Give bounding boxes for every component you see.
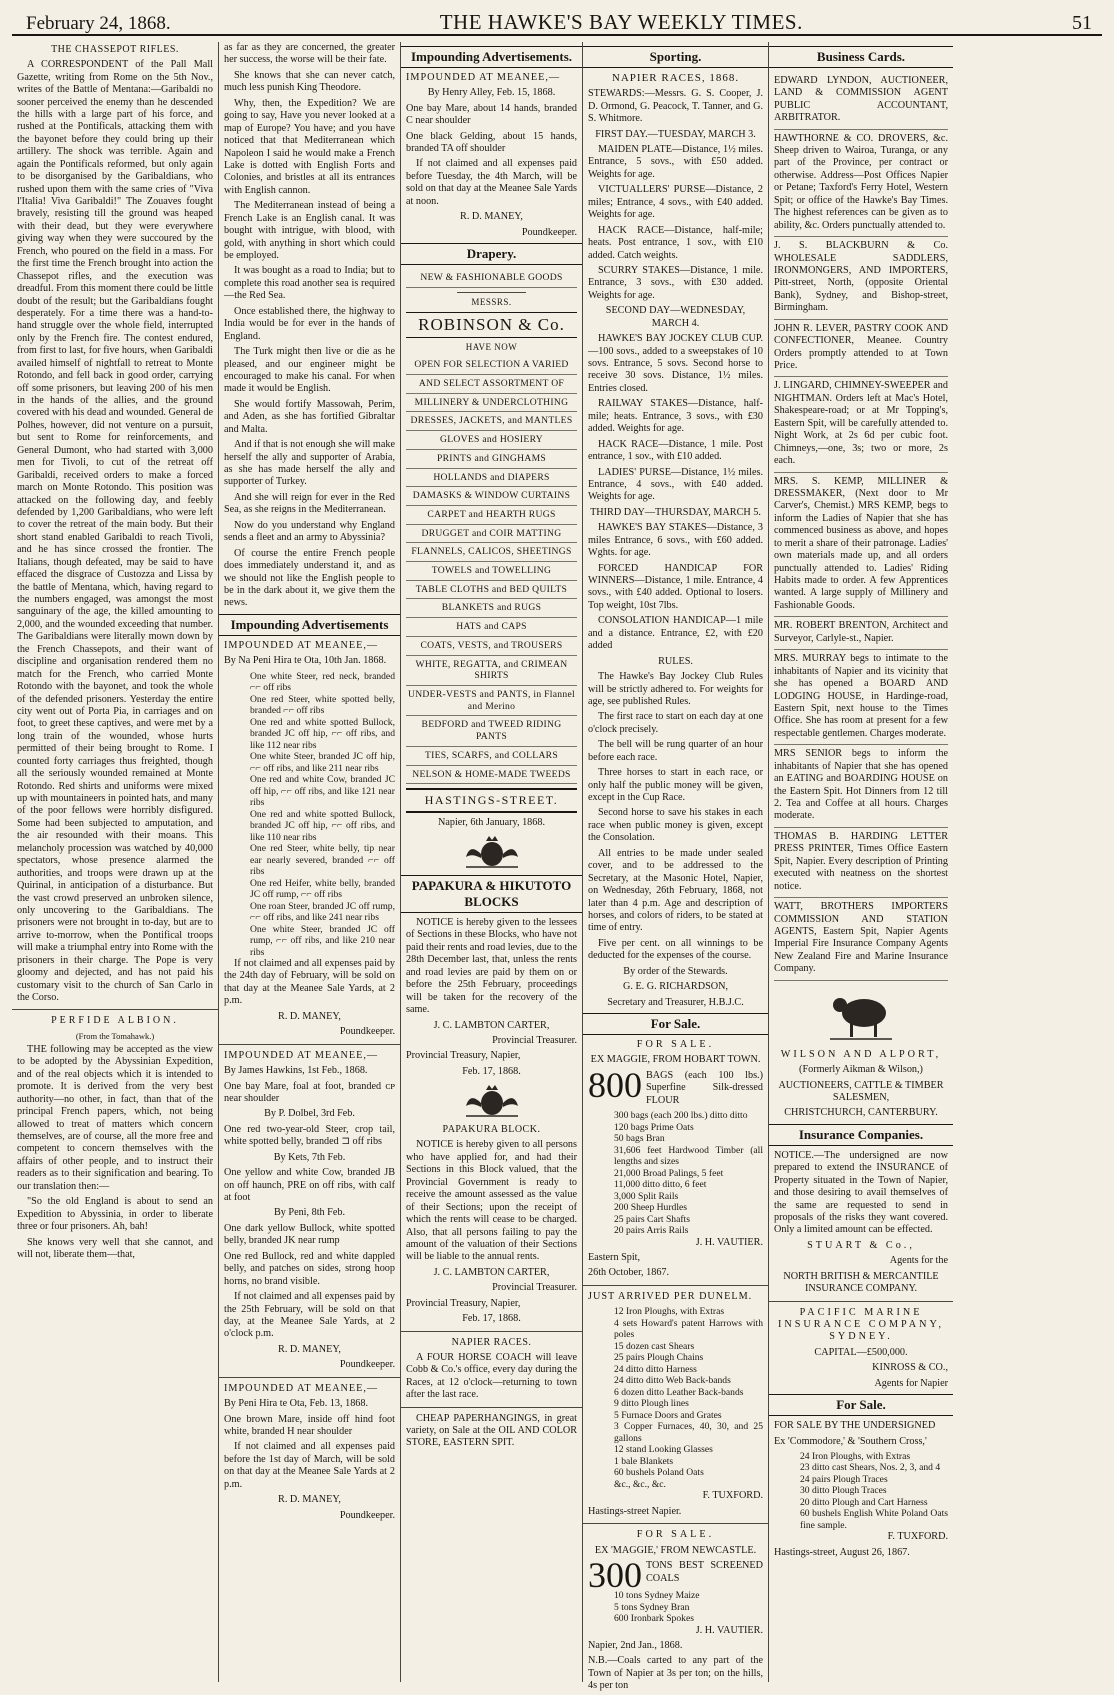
list-item: One white Steer, red neck, branded ⌐⌐ off ribs xyxy=(250,670,395,694)
list-item: 200 Sheep Hurdles xyxy=(614,1202,688,1214)
notice-item: One brown Mare, inside off hind foot white, branded H near shoulder xyxy=(224,1413,395,1438)
list-item: &c., &c., &c. xyxy=(614,1478,666,1490)
stock-list xyxy=(588,1590,763,1625)
notice-title: FOR SALE. xyxy=(636,1529,715,1541)
list-item: 31,606 feet Hardwood Timber (all lengths and sizes xyxy=(614,1144,763,1168)
notice-signature: F. TUXFORD. xyxy=(887,1531,948,1543)
notice-title: FOR SALE BY THE UNDERSIGNED xyxy=(774,1420,936,1432)
rule-item: The Hawke's Bay Jockey Club Rules will be strictly adhered to. For weights for age, see published Rules. xyxy=(588,671,763,707)
article-paragraph: It was bought as a road to India; but to complete this road another sea is required—the Red Sea. xyxy=(224,265,395,302)
goods-item: COATS, VESTS, and TROUSERS xyxy=(406,637,577,656)
notice-date: Hastings-street, August 26, 1867. xyxy=(774,1546,910,1558)
article-paragraph: Now do you understand why England sends a fleet and an army to Abyssinia? xyxy=(224,519,395,544)
notice-text: NOTICE.—The undersigned are now prepared to extend the INSURANCE of Property situated in the Town of Napier, and those desiring to avail themselves of the same are requested to send in proposals of the risks they want covered. Only a limited amount can be effected. xyxy=(774,1149,948,1236)
notice-heading: NAPIER RACES. xyxy=(451,1336,532,1348)
list-item: 5 tons Sydney Bran xyxy=(614,1601,690,1613)
goods-item: WHITE, REGATTA, and CRIMEAN SHIRTS xyxy=(406,656,577,686)
column-4 xyxy=(583,42,769,1692)
goods-item: DRUGGET and COIR MATTING xyxy=(406,525,577,544)
goods-item: TABLE CLOTHS and BED QUILTS xyxy=(406,581,577,600)
divider xyxy=(219,1044,400,1045)
notice-date: Feb. 17, 1868. xyxy=(462,1313,521,1325)
divider xyxy=(583,1285,768,1286)
advert-line: HAVE NOW xyxy=(465,342,518,353)
card-text: MR. ROBERT BRENTON, Architect and Surveyor, Carlyle-st., Napier. xyxy=(774,620,948,644)
goods-item: DRESSES, JACKETS, and MANTLES xyxy=(406,412,577,431)
section-heading: For Sale. xyxy=(583,1013,768,1035)
section-heading: Insurance Companies. xyxy=(769,1124,953,1146)
list-item: 5 Furnace Doors and Grates xyxy=(614,1409,722,1421)
list-item: 21,000 Broad Palings, 5 feet xyxy=(614,1167,724,1179)
list-item: 60 bushels Poland Oats xyxy=(614,1467,704,1479)
goods-item: HATS and CAPS xyxy=(406,618,577,637)
race-entry: RAILWAY STAKES—Distance, half-mile; heats. Entrance, 3 sovs., with £30 added. Weights for age. xyxy=(588,398,763,435)
notice-signature: R. D. MANEY, xyxy=(278,1010,341,1022)
notice-signature: STUART & Co., xyxy=(807,1239,915,1251)
business-card xyxy=(774,320,948,378)
newspaper-title: THE HAWKE'S BAY WEEKLY TIMES. xyxy=(439,10,803,34)
list-item: One white Steer, branded JC off hip, ⌐⌐ off ribs, and like 211 near ribs xyxy=(250,751,395,774)
notice-title: IMPOUNDED AT MEANEE,— xyxy=(224,1049,379,1061)
list-item: 30 ditto Plough Traces xyxy=(800,1485,887,1497)
list-item: One roan Steer, branded JC off rump, ⌐⌐ off ribs, and like 241 near ribs xyxy=(250,900,395,924)
notice-text: If not claimed and all expenses paid before Tuesday, the 4th March, will be sold on that day at the Meanee Sale Yards at noon. xyxy=(406,158,577,207)
divider xyxy=(401,1407,582,1408)
card-text: MRS SENIOR begs to inform the inhabitants of Napier that she has opened an EATING and BOARDING HOUSE on the Eastern Spit. Hot Dinners from 12 till 2. Tea and Coffee at all hours. Charges moderate. xyxy=(774,748,948,822)
card-text: WATT, BROTHERS IMPORTERS COMMISSION AND STATION AGENTS, Eastern Spit, Napier Agents Imperial Fire Insurance Company Agents New Zealand Fire and Marine Insurance Company. xyxy=(774,901,948,975)
list-item: 4 sets Howard's patent Harrows with poles xyxy=(614,1317,763,1341)
business-card xyxy=(774,237,948,320)
article-paragraph: THE following may be accepted as the view to be adopted by the Abyssinian Expedition, and of the real objects which it is intended to promote. It is derived from the very best authority—no other, in fact, than that of the principal French papers, which, not being allowed to treat of matters which concern themselves, are of course, all the more free and competent to concern themselves with the affairs of other people, and to instruct their readers as to their signification and bearing. To our translation then:— xyxy=(17,1043,213,1192)
business-card xyxy=(774,130,948,238)
race-entry: SCURRY STAKES—Distance, 1 mile. Entrance, 3 sovs., with £30 added. Weights for age. xyxy=(588,264,763,301)
business-card xyxy=(774,745,948,828)
goods-item: BEDFORD and TWEED RIDING PANTS xyxy=(406,716,577,746)
race-entry: LADIES' PURSE—Distance, 1½ miles. Entrance, 4 sovs., with £40 added. Weights for age. xyxy=(588,466,763,503)
rule-item: Three horses to start in each race, or only half the public money will be given, except in the Cup Race. xyxy=(588,767,763,804)
rules-heading: RULES. xyxy=(658,655,693,667)
notice-date: 26th October, 1867. xyxy=(588,1267,670,1279)
notice-signature: J. H. VAUTIER. xyxy=(695,1236,763,1248)
business-card xyxy=(774,828,948,898)
notice-role: Poundkeeper. xyxy=(339,1359,395,1371)
column-2 xyxy=(219,42,401,1682)
article-paragraph: The Turk might then live or die as he pleased, and our engineer might be encouraged to make his canal. For when made it would be English. xyxy=(224,346,395,395)
rule-item: The first race to start on each day at one o'clock precisely. xyxy=(588,711,763,735)
divider xyxy=(457,292,525,293)
column-3 xyxy=(401,42,583,1682)
rule-item: Five per cent. on all winnings to be deducted for the expenses of the course. xyxy=(588,937,763,962)
notice-item: One black Gelding, about 15 hands, branded TA off shoulder xyxy=(406,130,577,155)
goods-item: FLANNELS, CALICOS, SHEETINGS xyxy=(406,543,577,562)
business-card xyxy=(774,377,948,472)
issue-date: February 24, 1868. xyxy=(26,13,171,34)
notice-text: STEWARDS:—Messrs. G. S. Cooper, J. D. Ormond, G. Peacock, T. Tanner, and G. S. Whitmore. xyxy=(588,88,763,125)
notice-byline: By Na Peni Hira te Ota, 10th Jan. 1868. xyxy=(224,655,387,667)
goods-item: DAMASKS & WINDOW CURTAINS xyxy=(406,487,577,506)
notice-place: Eastern Spit, xyxy=(588,1252,641,1263)
goods-item: PRINTS and GINGHAMS xyxy=(406,450,577,469)
notice-title: IMPOUNDED AT MEANEE,— xyxy=(224,1382,379,1394)
notice-signature: R. D. MANEY, xyxy=(278,1494,341,1506)
royal-crest-icon xyxy=(462,1084,522,1118)
race-day: FIRST DAY.—TUESDAY, MARCH 3. xyxy=(595,128,756,140)
notice-role: Provincial Treasurer. xyxy=(492,1282,577,1294)
business-card xyxy=(774,617,948,650)
street-name: HASTINGS-STREET. xyxy=(406,788,577,813)
notice-place: Provincial Treasury, Napier, xyxy=(406,1050,521,1062)
notice-subtitle: EX 'MAGGIE,' FROM NEWCASTLE. xyxy=(594,1544,757,1556)
list-item: 3,000 Split Rails xyxy=(614,1190,679,1202)
card-text: J. S. BLACKBURN & Co. WHOLESALE SADDLERS, IRONMONGERS, AND IMPORTERS, Pitt-street, North, (opposite Oriental Bank), Sydney, and Bishop-street, Birmingham. xyxy=(774,240,948,314)
rule-item: The bell will be rung quarter of an hour before each race. xyxy=(588,739,763,763)
notice-role: Provincial Treasurer. xyxy=(492,1034,577,1046)
notice-signature: KINROSS & CO., xyxy=(872,1362,948,1374)
list-item: 10 tons Sydney Maize xyxy=(614,1590,700,1602)
goods-item: HOLLANDS and DIAPERS xyxy=(406,469,577,488)
notice-item: One bay Mare, about 14 hands, branded C near shoulder xyxy=(406,102,577,127)
list-item: One white Steer, branded JC off rump, ⌐⌐ off ribs, and like 210 near ribs xyxy=(250,923,395,958)
notice-byline: By P. Dolbel, 3rd Feb. xyxy=(264,1108,355,1120)
firm-trade: AUCTIONEERS, CATTLE & TIMBER SALESMEN, xyxy=(778,1079,944,1104)
sheep-emblem-icon xyxy=(826,987,896,1043)
advert-line: MESSRS. xyxy=(471,296,512,307)
card-text: HAWTHORNE & CO. DROVERS, &c. Sheep driven to Wairoa, Turanga, or any part of the Province, per contract or otherwise. Address—Post Offices Napier or Petane; Taxford's Ferry Hotel, Western Spit; or office of the Hawke's Bay Times. The highest references can be given as to ability, &c. Orders punctually attended to. xyxy=(774,132,948,231)
article-source: (From the Tomahawk.) xyxy=(75,1030,155,1041)
section-heading: Drapery. xyxy=(401,243,582,265)
advert-line: NEW & FASHIONABLE GOODS xyxy=(406,269,577,288)
race-entry: HACK RACE—Distance, half-mile; heats. Post entrance, 1 sov., with £10 added. Catch weights. xyxy=(588,224,763,261)
impound-list xyxy=(224,671,395,959)
notice-text: If not claimed and all expenses paid by the 24th day of February, will be sold on that day at the Meanee Sale Yards, at 2 p.m. xyxy=(224,958,395,1007)
quantity-number: 300 xyxy=(588,1555,642,1596)
notice-signature: F. TUXFORD. xyxy=(702,1490,763,1502)
notice-text: A FOUR HORSE COACH will leave Cobb & Co.'s office, every day during the Races, at 12 o'clock—returning to town after the last race. xyxy=(406,1351,577,1401)
notice-signature: R. D. MANEY, xyxy=(460,211,523,223)
notice-date: Napier, 2nd Jan., 1868. xyxy=(588,1640,683,1651)
article-paragraph: A CORRESPONDENT of the Pall Mall Gazette, writing from Rome on the 5th Nov., writes of the Battle of Mentana:—Garibaldi no sooner perceived the enemy than he descended the hills with a large part of his force, and rushed at the Pontificals, attacking them with the bayonet before they could bring up their artillery. The shock was terrible. Again and again the Pontificals reformed, but only again to be disorganised by the Garibaldians, who rushed upon them with the same cries of "Viva l'Italia! Viva Garibaldi!" The Zouaves fought bravely, resisting till the ground was heaped with their dead, but they were everywhere giving way when they were succoured by the French, who poured on the field in a mass. For the first time the French brought into action the Chassepot rifles, and the execution was dreadful. From this moment there could be little doubt of the result; but the Garibaldians fought desperately. For a time there was a hand-to-hand struggle over the whole field, interrupted only by the French fire. The contest endured, from first to last, for five hours, when Garibaldi availed himself of nightfall to retreat to Monte Rotondo, and fell back in good order, carrying off some prisoners, but leaving 200 of his men in the hands of the allies, and the ground covered with his dead and wounded. General de Polhes, however, did not venture on a pursuit, but sent to Rome for reinforcements, and General Dumont, who had started with 3,000 men for Tivoli, to cut of the retreat off Garibaldi, received orders to make a forced march on Monte Rotondo. This position was attacked on the following day, and feebly defended by 1,200 Garibaldians, who were left to cover the retreat of the main body. But their short stand enabled Garibaldi to reach Tivoli, and he has since crossed the frontier. The Italians, though defeated, may be said to have effaced the disgrace of Custozza and Lissa by the battle of Mentana, which, having regard to the numbers engaged, was amongst the most sanguinary of the age, the killed amounting to 2,000, and the wounded exceeding that number. The Garibaldians were literally mown down by the French Chassepots, and their want of discipline and organisation rendered them no match for the French, who carried Monte Rotondo with the bayonet, and took the whole of the defended prisoners. Yesterday the entire city went out of Porta Pia, in carriages and on foot, to greet these captives, and were met by a long train of the wounded, whose hurts permitted of their being brought to Rome. I counted forty carriages thus freighted, though all the seriously wounded remained at Monte Rotondo. Red shirts and uniforms were mixed up with mountaineers in pointed hats, and many of the poor fellows were horribly disfigured. Some had been subjected to amputation, and the air resounded with their moans. This melancholy procession was watched by 40,000 spectators, whose presence alarmed the authorities, and troops were drawn up at the Quirinal, in anticipation of a disturbance. But the vast crowd preserved an unbroken silence, only uncovering to the Garibaldians. The prisoners were not brought in to-day, but are to arrive to-morrow, when the Pontifical troops will make a triumphal entry into Rome with the prisoners in their charge. The Pope is very gloomy and dejected, and has not paid his customary visit to the church of San Carlo in the Corso. xyxy=(17,59,213,1003)
notice-text: If not claimed and all expenses paid before the 1st day of March, will be sold on that day at the Meanee Sale Yards at 2 p.m. xyxy=(224,1441,395,1490)
section-heading: Sporting. xyxy=(583,46,768,68)
list-item: 25 pairs Cart Shafts xyxy=(614,1213,690,1225)
firm-place: CHRISTCHURCH, CANTERBURY. xyxy=(784,1107,938,1119)
list-item: 9 ditto Plough lines xyxy=(614,1398,689,1410)
stock-list xyxy=(588,1306,763,1490)
masthead xyxy=(12,6,1102,36)
list-item: One red Steer, white belly, tip near ear nearly severed, branded ⌐⌐ off ribs xyxy=(250,843,395,878)
list-item: One red and white Cow, branded JC off hip, ⌐⌐ off ribs, and like 121 near ribs xyxy=(250,774,395,809)
notice-text: NOTICE is hereby given to all persons who have applied for, and had their Sections in this Block valued, that the Provincial Government is ready to receive the amount assessed as the value of their Sections; upon the receipt of which the rents will cease to be charged. Also, that all persons failing to pay the amount of the valuation of their Sections will be liable to the annual rents. xyxy=(406,1139,577,1263)
divider xyxy=(12,1009,218,1010)
race-entry: MAIDEN PLATE—Distance, 1½ miles. Entrance, 5 sovs., with £50 added. Weights for age. xyxy=(588,144,763,180)
columns xyxy=(12,42,1102,1692)
business-card xyxy=(774,898,948,981)
goods-item: TIES, SCARFS, and COLLARS xyxy=(406,747,577,766)
notice-item: One dark yellow Bullock, white spotted belly, branded JK near rump xyxy=(224,1222,395,1247)
notice-place: Hastings-street Napier. xyxy=(588,1505,682,1517)
article-paragraph: Why, then, the Expedition? We are going to say, Have you never looked at a map of Europe? You have; and you have noticed that that Mediterranean which Napoleon I said he would make a French Lake is dotted with English Forts and Colonies, and bristles at all its entrances with English cannon. xyxy=(224,97,395,196)
notice-text: CHEAP PAPERHANGINGS, in great variety, on Sale at the OIL AND COLOR STORE, EASTERN SPIT. xyxy=(406,1412,577,1449)
notice-item: One red Bullock, red and white dappled belly, and patches on sides, strong hoop horns, no brand visible. xyxy=(224,1250,395,1287)
race-day: SECOND DAY—WEDNESDAY, MARCH 4. xyxy=(605,305,746,329)
advert-date: Napier, 6th January, 1868. xyxy=(437,816,545,828)
notice-role: Poundkeeper. xyxy=(339,1509,395,1521)
advert-line: OPEN FOR SELECTION A VARIED xyxy=(406,356,577,375)
list-item: 12 Iron Ploughs, with Extras xyxy=(614,1306,725,1318)
list-item: 15 dozen cast Shears xyxy=(614,1340,695,1352)
card-text: J. LINGARD, CHIMNEY-SWEEPER and NIGHTMAN. Orders left at Mac's Hotel, Shakespeare-road; or at Mr Topping's, Eastern Spit, will be carefully attended to. Night Work, at 2s 6d per cubic foot. Chimneys,—one, 3s; two or more, 2s each. xyxy=(774,380,948,467)
column-1 xyxy=(12,42,219,1682)
notice-signature: J. H. VAUTIER. xyxy=(695,1624,763,1636)
notice-subtitle: EX MAGGIE, FROM HOBART TOWN. xyxy=(590,1054,761,1066)
company-capital: CAPITAL—£500,000. xyxy=(814,1346,908,1358)
race-entry: HACK RACE—Distance, 1 mile. Post entrance, 1 sov., with £10 added. xyxy=(588,438,763,463)
article-paragraph: And she will reign for ever in the Red Sea, as she reigns in the Mediterranean. xyxy=(224,491,395,516)
notice-byline: By Henry Alley, Feb. 15, 1868. xyxy=(427,87,556,99)
notice-text: NOTICE is hereby given to the lessees of Sections in these Blocks, who have not paid their rents and road levies, due to the 28th December last, that, unless the rents and road levies are paid by them on or before the 25th February, proceedings will be taken for the recovery of the same. xyxy=(406,917,577,1016)
article-heading: THE CHASSEPOT RIFLES. xyxy=(51,44,179,55)
merchant-name: ROBINSON & Co. xyxy=(406,312,577,339)
race-entry: HAWKE'S BAY JOCKEY CLUB CUP.—100 sovs., added to a sweepstakes of 10 sovs. Entrance, 5 sovs. Second horse to receive 30 sovs. Distance, 1½ miles. Entries closed. xyxy=(588,333,763,394)
page-number: 51 xyxy=(1072,12,1092,34)
list-item: 24 ditto ditto Harness xyxy=(614,1363,697,1375)
goods-item: CARPET and HEARTH RUGS xyxy=(406,506,577,525)
divider xyxy=(583,1523,768,1524)
notice-byline: By James Hawkins, 1st Feb., 1868. xyxy=(224,1065,368,1077)
goods-item: MILLINERY & UNDERCLOTHING xyxy=(406,394,577,413)
quantity-text: TONS BEST SCREENED COALS xyxy=(646,1560,763,1584)
column-5 xyxy=(769,42,953,1682)
business-card xyxy=(774,473,948,618)
race-entry: FORCED HANDICAP FOR WINNERS—Distance, 1 mile. Entrance, 4 sovs., with £40 added. Optional to losers. Top weight, 10st 7lbs. xyxy=(588,562,763,611)
notice-title: IMPOUNDED AT MEANEE,— xyxy=(224,639,379,651)
goods-item: UNDER-VESTS and PANTS, in Flannel and Merino xyxy=(406,686,577,716)
goods-item: NELSON & HOME-MADE TWEEDS xyxy=(406,766,577,785)
firm-former-name: (Formerly Aikman & Wilson,) xyxy=(799,1064,923,1076)
notice-subtitle: Ex 'Commodore,' & 'Southern Cross,' xyxy=(774,1435,927,1447)
rule-item: Second horse to save his stakes in each race when public money is given, except the Consolation. xyxy=(588,807,763,844)
notice-title: FOR SALE. xyxy=(636,1038,715,1050)
article-paragraph: Of course the entire French people does immediately understand it, and as we should not like the English people to be in the dark about it, we give them the news. xyxy=(224,547,395,609)
notice-item: One red two-year-old Steer, crop tail, white spotted belly, branded ⊐ off ribs xyxy=(224,1123,395,1148)
divider xyxy=(219,1377,400,1378)
list-item: 6 dozen ditto Leather Back-bands xyxy=(614,1386,744,1398)
article-paragraph: The Mediterranean instead of being a French Lake is an English canal. It was bought with intrigue, with blood, with gold, with anything in short which could be employed. xyxy=(224,200,395,261)
card-text: MRS. S. KEMP, MILLINER & DRESSMAKER, (Next door to Mr Carver's, Chemist.) MRS KEMP, begs to inform the Ladies of Napier that she has commenced business as above, and hopes to merit a share of their patronage. Ladies' own materials made up, and all orders punctually attended to. Ladies' Riding Habits made to order. A few Apprentices wanted. A large supply of Millinery and Fashionable Goods. xyxy=(774,475,948,611)
list-item: 600 Ironbark Spokes xyxy=(614,1613,694,1625)
notice-text: N.B.—Coals carted to any part of the Town of Napier at 3s per ton; on the hills, 4s per ton xyxy=(588,1655,763,1692)
notice-signature: J. C. LAMBTON CARTER, xyxy=(433,1266,550,1278)
card-text: THOMAS B. HARDING LETTER PRESS PRINTER, Times Office Eastern Spit, Napier. Every description of Printing executed with neatness on the shortest notice. xyxy=(774,830,948,892)
business-card xyxy=(774,72,948,130)
notice-title: IMPOUNDED AT MEANEE,— xyxy=(406,71,561,83)
race-day: THIRD DAY—THURSDAY, MARCH 5. xyxy=(590,506,761,518)
section-heading: Business Cards. xyxy=(769,46,953,68)
royal-crest-icon xyxy=(462,835,522,869)
notice-role: Agents for Napier xyxy=(874,1377,948,1389)
notice-place: Provincial Treasury, Napier, xyxy=(406,1297,521,1309)
section-heading: For Sale. xyxy=(769,1394,953,1416)
race-entry: VICTUALLERS' PURSE—Distance, 2 miles; Entrance, 4 sovs., with £40 added. Weights for age. xyxy=(588,184,763,221)
notice-byline: By Peni Hira te Ota, Feb. 13, 1868. xyxy=(224,1398,369,1410)
list-item: 20 ditto Plough and Cart Harness xyxy=(800,1496,928,1508)
notice-text: By order of the Stewards. xyxy=(623,965,728,977)
section-heading: Impounding Advertisements xyxy=(219,614,400,636)
goods-item: GLOVES and HOSIERY xyxy=(406,431,577,450)
notice-title: JUST ARRIVED PER DUNELM. xyxy=(588,1290,753,1302)
company-name: PACIFIC MARINE INSURANCE COMPANY, SYDNEY. xyxy=(777,1306,945,1343)
notice-heading: PAPAKURA BLOCK. xyxy=(442,1124,541,1136)
notice-byline: By Kets, 7th Feb. xyxy=(273,1151,346,1163)
divider xyxy=(401,1331,582,1332)
article-paragraph: She knows that she can never catch, much less punish King Theodore. xyxy=(224,69,395,94)
article-paragraph: She knows very well that she cannot, and will not, liberate them—that, xyxy=(17,1236,213,1260)
notice-date: Feb. 17, 1868. xyxy=(462,1065,521,1077)
list-item: 12 stand Looking Glasses xyxy=(614,1444,713,1456)
list-item: One red Steer, white spotted belly, branded ⌐⌐ off ribs xyxy=(250,693,395,717)
notice-role: Poundkeeper. xyxy=(339,1026,395,1038)
list-item: 120 bags Prime Oats xyxy=(614,1121,694,1133)
list-item: 24 ditto ditto Web Back-bands xyxy=(614,1375,731,1387)
goods-item: TOWELS and TOWELLING xyxy=(406,562,577,581)
race-entry: HAWKE'S BAY STAKES—Distance, 3 miles Entrance, 6 sovs., with £60 added. Wghts. for age. xyxy=(588,522,763,559)
notice-role: Secretary and Treasurer, H.B.J.C. xyxy=(607,996,744,1008)
article-paragraph: "So the old England is about to send an Expedition to Abyssinia, in order to liberate three or four prisoners. Ah, bah! xyxy=(17,1196,213,1233)
stock-list xyxy=(774,1451,948,1532)
notice-signature: J. C. LAMBTON CARTER, xyxy=(433,1019,550,1031)
advert-line: AND SELECT ASSORTMENT OF xyxy=(406,375,577,394)
article-paragraph: And if that is not enough she will make herself the ally and supporter of Arabia, as she has made herself the ally and supporter of Turkey. xyxy=(224,439,395,488)
quantity-number: 800 xyxy=(588,1064,642,1105)
notice-title: NAPIER RACES, 1868. xyxy=(611,71,740,84)
list-item: 24 Iron Ploughs, with Extras xyxy=(800,1450,911,1462)
notice-text: If not claimed and all expenses paid by the 25th February, will be sold on that day, at the Meanee Sale Yards, at 2 o'clock p.m. xyxy=(224,1291,395,1340)
notice-heading: PAPAKURA & HIKUTOTO BLOCKS xyxy=(401,875,582,913)
firm-name: WILSON AND ALPORT, xyxy=(780,1048,942,1060)
notice-role: Poundkeeper. xyxy=(521,226,577,238)
article-paragraph: She would fortify Massowah, Perim, and Aden, as she has fortified Gibraltar and Malta. xyxy=(224,398,395,435)
list-item: 11,000 ditto ditto, 6 feet xyxy=(614,1179,707,1191)
list-item: One red and white spotted Bullock, branded JC off hip, ⌐⌐ off ribs, and like 112 near ribs xyxy=(250,716,395,751)
list-item: 23 ditto cast Shears, Nos. 2, 3, and 4 xyxy=(800,1462,941,1474)
list-item: 300 bags (each 200 lbs.) ditto ditto xyxy=(614,1110,748,1122)
rule-item: All entries to be made under sealed cover, and to be addressed to the Secretary, at the Masonic Hotel, Napier, on Wednesday, 26th February, 1868, not later than 4 p.m. Age and description of horses, and colors of riders, to be stated at time of entry. xyxy=(588,847,763,934)
notice-item: One bay Mare, foal at foot, branded ᴄᴘ near shoulder xyxy=(224,1080,395,1104)
notice-byline: By Peni, 8th Feb. xyxy=(273,1207,346,1219)
stock-list xyxy=(588,1110,763,1237)
article-heading: PERFIDE ALBION. xyxy=(51,1015,179,1027)
company-name: NORTH BRITISH & MERCANTILE INSURANCE COMPANY. xyxy=(783,1270,939,1295)
list-item: 25 pairs Plough Chains xyxy=(614,1352,704,1364)
article-paragraph: Once established there, the highway to India would be for ever in the hands of England. xyxy=(224,305,395,342)
business-card xyxy=(774,650,948,745)
article-paragraph: as far as they are concerned, the greater her success, the worse will be their fate. xyxy=(224,42,395,66)
list-item: 1 bale Blankets xyxy=(614,1455,674,1467)
card-text: MRS. MURRAY begs to intimate to the inhabitants of Napier and its vicinity that she has opened a BOARD AND LODGING HOUSE, in Hardinge-road, Eastern Spit, next house to the Times Office. She has room at present for a few respectable gentlemen. Charges moderate. xyxy=(774,653,948,739)
notice-signature: G. E. G. RICHARDSON, xyxy=(623,981,728,993)
card-text: JOHN R. LEVER, PASTRY COOK AND CONFECTIONER, Meanee. Country Orders promptly attended to at Town Price. xyxy=(774,322,948,372)
section-heading: Impounding Advertisements. xyxy=(401,46,582,68)
list-item: 3 Copper Furnaces, 40, 30, and 25 gallons xyxy=(614,1421,763,1444)
list-item: One red Heifer, white belly, branded JC off rump, ⌐⌐ off ribs xyxy=(250,877,395,901)
race-entry: CONSOLATION HANDICAP—1 mile and a distance. Entrance, £2, with £20 added xyxy=(588,615,763,652)
quantity-text: BAGS (each 100 lbs.) Superfine Silk-dressed FLOUR xyxy=(646,1069,763,1106)
list-item: 24 pairs Plough Traces xyxy=(800,1473,888,1485)
notice-role: Agents for the xyxy=(889,1255,948,1267)
list-item: One red and white spotted Bullock, branded JC off hip, ⌐⌐ off ribs, and like 110 near ribs xyxy=(250,808,395,843)
list-item: 60 bushels English White Poland Oats fine sample. xyxy=(800,1508,948,1531)
notice-item: One yellow and white Cow, branded JB on off haunch, PRE on off ribs, with calf at foot xyxy=(224,1167,395,1204)
card-text: EDWARD LYNDON, AUCTIONEER, LAND & COMMISSION AGENT PUBLIC ACCOUNTANT, ARBITRATOR. xyxy=(774,74,948,124)
notice-signature: R. D. MANEY, xyxy=(278,1343,341,1355)
goods-item: BLANKETS and RUGS xyxy=(406,599,577,618)
divider xyxy=(769,1301,953,1302)
list-item: 50 bags Bran xyxy=(614,1133,665,1145)
list-item: 20 pairs Arris Rails xyxy=(614,1225,689,1237)
